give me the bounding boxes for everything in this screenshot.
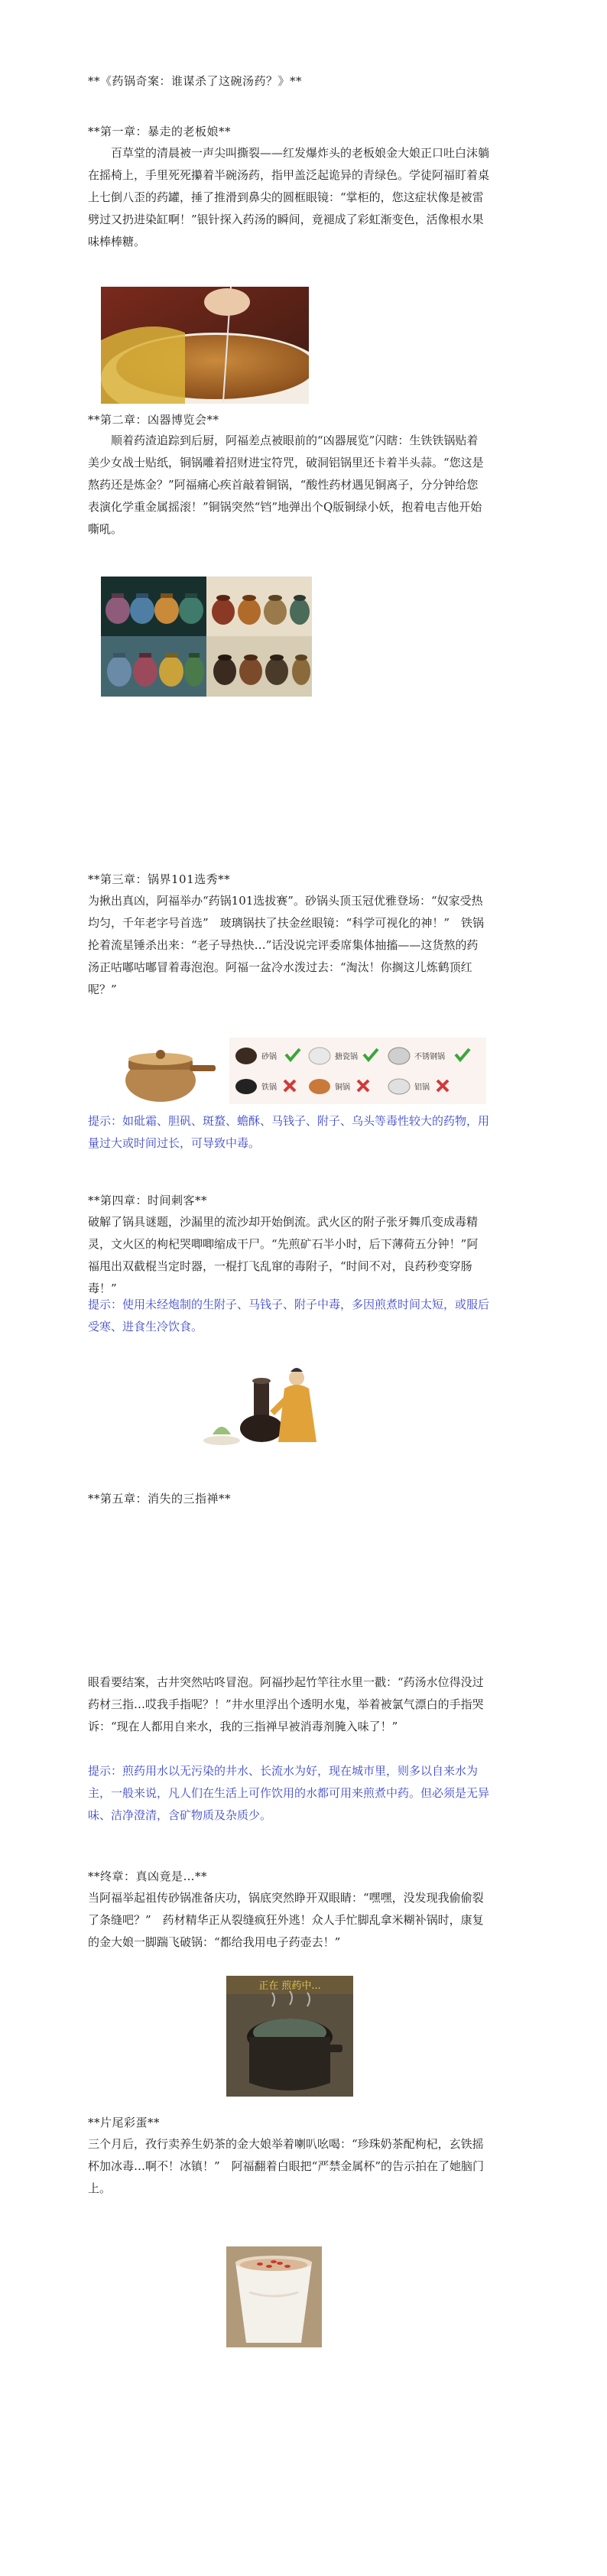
pot-label-enamel: 搪瓷锅 [335,1053,358,1061]
pot-comparison-chart [115,1036,488,1106]
pot-overlay-text: 正在 煎药中... [258,1980,321,1992]
easter-egg-heading: **片尾彩蛋** [88,2116,161,2129]
goji-milk-tea-photo [226,2246,322,2347]
pot-label-clay: 砂锅 [261,1053,277,1061]
chapter-5-heading: **第五章：消失的三指禅** [88,1492,232,1506]
decoction-pots-collage [101,577,312,697]
chapter-1-paragraph: 百草堂的清晨被一声尖叫撕裂——红发爆炸头的老板娘金大娘正口吐白沫躺在摇椅上，手里死死攥着半碗汤药，指甲盖泛起诡异的青绿色。学徒阿福盯着桌上七倒八歪的药罐，捶了推滑到鼻尖的圆框眼镜：“掌柜的，您这症状像是被雷劈过又扔进染缸啊！”银针探入药汤的瞬间，竟褪成了彩虹渐变色，活像根水果味棒棒糖。 [88,146,490,249]
easter-egg-paragraph: 三个月后，孜行卖养生奶茶的金大娘举着喇叭吆喝：“珍珠奶茶配枸杞，玄铁摇杯加冰毒…啊不！冰镇！” 阿福翻着白眼把“严禁金属杯”的告示拍在了她脑门上。 [88,2137,485,2195]
pot-label-steel: 不锈钢锅 [414,1053,445,1061]
chapter-1-heading: **第一章：暴走的老板娘** [88,125,232,138]
herbal-soup-bowl-photo [101,287,309,404]
final-chapter-paragraph: 当阿福举起祖传砂锅准备庆功，锅底突然睁开双眼睛：“嘿嘿，没发现我偷偷裂了条缝吧？” 药材精华正从裂缝疯狂外逃！众人手忙脚乱拿米糊补锅时，康复的金大娘一脚踹飞破锅：“都给我用电子药壶去！” [88,1891,484,1949]
chapter-4-tip: 提示：使用未经炮制的生附子、马钱子、附子中毒，多因煎煮时间太短，或服后受寒、进食生冷饮食。 [88,1298,490,1333]
chapter-3-heading: **第三章：锅界101选秀** [88,872,231,886]
article-title: **《药锅奇案：谁谋杀了这碗汤药？》** [88,74,303,88]
chapter-4-paragraph: 破解了锅具谜题，沙漏里的流沙却开始倒流。武火区的附子张牙舞爪变成毒精灵，文火区的枸杞哭唧唧缩成干尸。“先煎矿石半小时，后下薄荷五分钟！”阿福甩出双截棍当定时器，一棍打飞乱窜的毒附子，“时间不对，良药秒变穿肠毒！” [88,1215,479,1295]
pot-label-copper: 铜锅 [335,1083,350,1092]
chapter-5-paragraph: 眼看要结案，古井突然咕咚冒泡。阿福抄起竹竿往水里一戳：“药汤水位得没过药材三指…哎我手指呢？！”井水里浮出个透明水鬼，举着被氯气漂白的手指哭诉：“现在人都用自来水，我的三指禅早被消毒剂腌入味了！” [88,1675,484,1733]
pot-label-aluminum: 铝锅 [414,1083,430,1092]
chapter-5-tip: 提示：煎药用水以无污染的井水、长流水为好，现在城市里，则多以自来水为主，一般来说，凡人们在生活上可作饮用的水都可用来煎煮中药。但必须是无异味、洁净澄清，含矿物质及杂质少。 [88,1764,490,1822]
electric-herb-pot-photo [226,1976,353,2097]
chapter-2-paragraph: 顺着药渣追踪到后厨，阿福差点被眼前的“凶器展览”闪瞎：生铁铁锅贴着美少女战士贴纸，铜锅雕着招财进宝符咒，破洞铝锅里还卡着半头蒜。“您这是熬药还是炼金？”阿福痛心疾首敲着铜锅，“酸性药材遇见铜离子，分分钟给您表演化学重金属摇滚！”铜锅突然“铛”地弹出个Q版铜绿小妖，抱着电吉他开始嘶吼。 [88,434,484,536]
pot-label-iron: 铁锅 [261,1083,277,1092]
herbalist-illustration [199,1358,321,1452]
chapter-3-paragraph: 为揪出真凶，阿福举办“药锅101选拔赛”。砂锅头顶玉冠优雅登场：“奴家受热均匀，千年老字号首选” 玻璃锅扶了扶金丝眼镜：“科学可视化的神！” 铁锅抡着流星锤杀出来：“老子导热快…”话没说完评委席集体抽搐——这货熬的药汤正咕嘟咕嘟冒着毒泡泡。阿福一盆冷水泼过去：“淘汰！你搁这儿炼鹤顶红呢？” [88,894,485,996]
chapter-4-heading: **第四章：时间刺客** [88,1194,208,1207]
chapter-2-heading: **第二章：凶器博览会** [88,413,219,427]
final-chapter-heading: **终章：真凶竟是…** [88,1869,208,1883]
chapter-3-tip: 提示：如砒霜、胆矾、斑蝥、蟾酥、马钱子、附子、乌头等毒性较大的药物，用量过大或时间过长，可导致中毒。 [88,1114,490,1150]
